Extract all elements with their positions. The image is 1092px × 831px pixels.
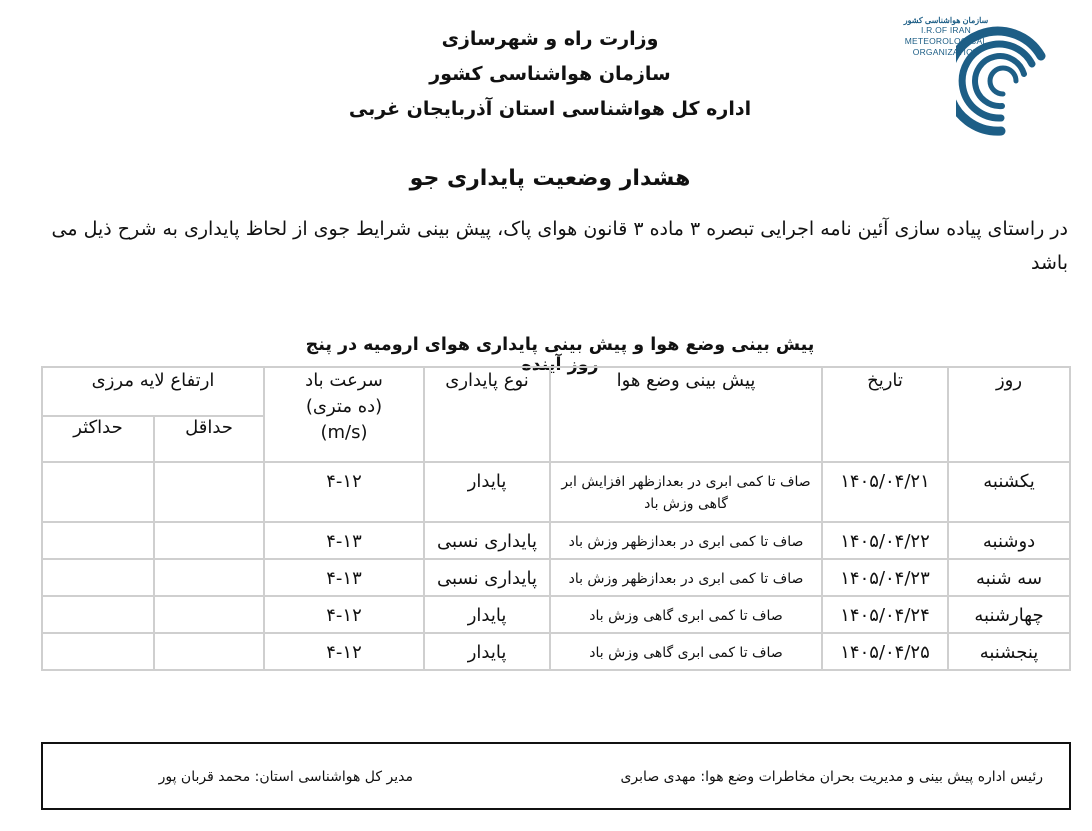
cell-day: پنجشنبه — [948, 633, 1070, 670]
organization-title: سازمان هواشناسی کشور — [429, 63, 671, 85]
table-row — [42, 633, 1070, 670]
signature-box — [41, 742, 1071, 810]
header-min: حداقل — [154, 416, 264, 462]
cell-date: ۱۴۰۵/۰۴/۲۵ — [822, 633, 948, 670]
header-wind-label: سرعت باد — [305, 370, 383, 391]
cell-weather: صاف تا کمی ابری گاهی وزش باد — [550, 596, 822, 633]
cell-weather: صاف تا کمی ابری در بعدازظهر وزش باد — [550, 559, 822, 596]
cell-max — [42, 633, 154, 670]
header-date: تاریخ — [822, 367, 948, 462]
cell-wind: ۴-۱۲ — [264, 596, 424, 633]
logo-en-line2: METEOROLOGICAL — [904, 36, 988, 46]
forecast-table — [41, 366, 1071, 671]
header-wind — [264, 367, 424, 462]
cell-stability: پایدار — [424, 633, 550, 670]
logo-en-line1: I.R.OF IRAN — [921, 25, 971, 35]
table-row — [42, 559, 1070, 596]
cell-day: دوشنبه — [948, 522, 1070, 559]
header-boundary-layer: ارتفاع لایه مرزی — [42, 367, 264, 416]
table-header-row — [42, 367, 1070, 416]
table-row — [42, 462, 1070, 522]
header-day: روز — [948, 367, 1070, 462]
cell-wind: ۴-۱۲ — [264, 462, 424, 522]
cell-weather: صاف تا کمی ابری در بعدازظهر وزش باد — [550, 522, 822, 559]
cell-weather: صاف تا کمی ابری در بعدازظهر افزایش ابر گاهی وزش باد — [550, 462, 822, 522]
cell-wind: ۴-۱۳ — [264, 522, 424, 559]
cell-date: ۱۴۰۵/۰۴/۲۳ — [822, 559, 948, 596]
cell-date: ۱۴۰۵/۰۴/۲۲ — [822, 522, 948, 559]
cell-weather: صاف تا کمی ابری گاهی وزش باد — [550, 633, 822, 670]
header-wind-unit: (m/s) — [320, 422, 368, 443]
header-wind-sub: (ده متری) — [305, 396, 383, 417]
department-title: اداره کل هواشناسی استان آذربایجان غربی — [348, 98, 752, 120]
cell-date: ۱۴۰۵/۰۴/۲۱ — [822, 462, 948, 522]
cell-wind: ۴-۱۲ — [264, 633, 424, 670]
cell-max — [42, 462, 154, 522]
header-weather: پیش بینی وضع هوا — [550, 367, 822, 462]
page-title: هشدار وضعیت پایداری جو — [409, 166, 691, 191]
cell-min — [154, 462, 264, 522]
intro-paragraph: در راستای پیاده سازی آئین نامه اجرایی تبصره ۳ ماده ۳ قانون هوای پاک، پیش بینی شرایط جوی از لحاظ پایداری به شرح ذیل می باشد — [51, 218, 1068, 274]
cell-min — [154, 633, 264, 670]
cell-max — [42, 596, 154, 633]
spiral-logo-icon — [956, 26, 1046, 136]
cell-max — [42, 559, 154, 596]
cell-day: سه شنبه — [948, 559, 1070, 596]
cell-day: چهارشنبه — [948, 596, 1070, 633]
header-stability: نوع پایداری — [424, 367, 550, 462]
cell-stability: پایداری نسبی — [424, 559, 550, 596]
director-signature: مدیر کل هواشناسی استان: محمد قربان پور — [158, 769, 413, 785]
table-row — [42, 522, 1070, 559]
logo-fa-text: سازمان هواشناسی کشور — [903, 16, 989, 25]
cell-stability: پایدار — [424, 596, 550, 633]
cell-min — [154, 559, 264, 596]
table-caption: پیش بینی وضع هوا و پیش بینی پایداری هوای ارومیه در پنج روز آینده — [305, 335, 815, 375]
cell-wind: ۴-۱۳ — [264, 559, 424, 596]
cell-day: یکشنبه — [948, 462, 1070, 522]
cell-min — [154, 596, 264, 633]
cell-stability: پایداری نسبی — [424, 522, 550, 559]
logo-en-line3: ORGANIZATION — [912, 47, 980, 57]
cell-date: ۱۴۰۵/۰۴/۲۴ — [822, 596, 948, 633]
forecast-head-signature: رئیس اداره پیش بینی و مدیریت بحران مخاطرات وضع هوا: مهدی صابری — [620, 769, 1043, 785]
cell-max — [42, 522, 154, 559]
table-row — [42, 596, 1070, 633]
header-max: حداکثر — [42, 416, 154, 462]
cell-stability: پایدار — [424, 462, 550, 522]
organization-logo — [896, 12, 1056, 142]
ministry-title: وزارت راه و شهرسازی — [441, 28, 659, 50]
cell-min — [154, 522, 264, 559]
